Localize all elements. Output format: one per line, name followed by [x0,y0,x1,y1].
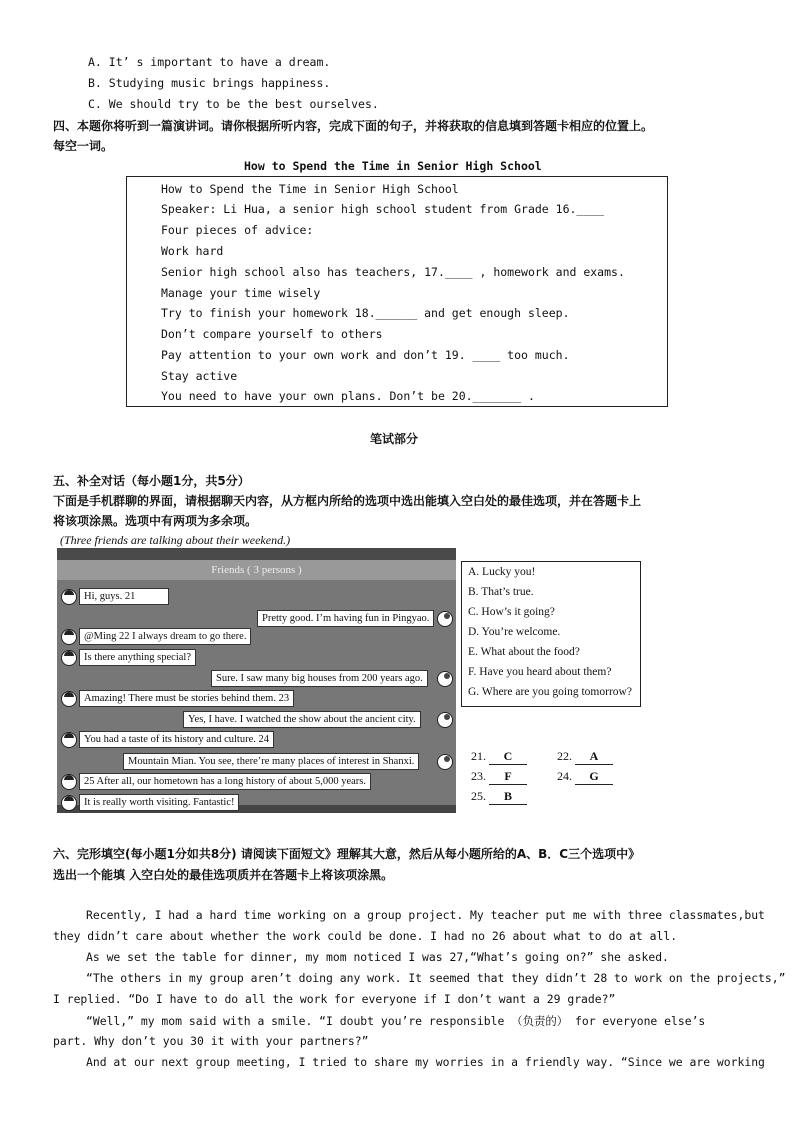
avatar-icon [437,754,453,770]
choice-option: A. Lucky you! [468,566,536,578]
table-line: Pay attention to your own work and don’t 19. ____ too much. [161,348,570,362]
written-part-heading: 笔试部分 [370,432,419,446]
chat-message: 25 After all, our hometown has a long history of about 5,000 years. [79,773,371,790]
avatar-icon [437,611,453,627]
chat-message: Mountain Mian. You see, there’re many places of interest in Shanxi. [123,753,419,770]
passage-line: As we set the table for dinner, my mom noticed I was 27,“What’s going on?” she asked. [86,950,669,964]
chat-message: @Ming 22 I always dream to go there. [79,628,251,645]
answer-23: 23. F [471,769,527,785]
section5-instruction-2: 将该项涂黑。选项中有两项为多余项。 [53,514,258,528]
table-line: Try to finish your homework 18.______ and get enough sleep. [161,306,570,320]
choice-option: D. You’re welcome. [468,626,561,638]
table-line: Senior high school also has teachers, 17.____ , homework and exams. [161,265,625,279]
answer-25: 25. B [471,789,527,805]
chat-caption: (Three friends are talking about their weekend.) [60,533,291,547]
avatar-icon [61,795,77,811]
chat-message: You had a taste of its history and culture. 24 [79,731,274,748]
option-b: B. Studying music brings happiness. [88,76,331,90]
chat-message: Hi, guys. 21 [79,588,169,605]
choice-option: C. How’s it going? [468,606,555,618]
table-line: How to Spend the Time in Senior High School [161,182,459,196]
section5-heading: 五、补全对话（每小题1分，共5分） [53,474,250,488]
section6-heading-2: 选出一个能填 入空白处的最佳选项质并在答题卡上将该项涂黑。 [53,868,394,882]
avatar-icon [61,691,77,707]
section6-heading: 六、完形填空(每小题1分如共8分) 请阅读下面短文》理解其大意，然后从每小题所给的A、B．C三个选项中》 [53,847,641,861]
passage-line: part. Why don’t you 30 it with your partners?” [53,1034,369,1048]
avatar-icon [61,589,77,605]
avatar-icon [61,774,77,790]
passage-line: they didn’t care about whether the work could be done. I had no 26 about what to do at all. [53,929,678,943]
avatar-icon [61,650,77,666]
passage-line: Recently, I had a hard time working on a group project. My teacher put me with three classmates,but [86,908,765,922]
chat-message: Yes, I have. I watched the show about the ancient city. [183,711,421,728]
option-a: A. It’ s important to have a dream. [88,55,331,69]
section5-instruction: 下面是手机群聊的界面，请根据聊天内容，从方框内所给的选项中选出能填入空白处的最佳选项，并在答题卡上 [53,494,642,508]
options-box [461,561,641,707]
listening-table [126,176,668,407]
table-line: Stay active [161,369,238,383]
passage-line: I replied. “Do I have to do all the work for everyone if I don’t want a 29 grade?” [53,992,616,1006]
passage-line: “The others in my group aren’t doing any work. It seemed that they didn’t 28 to work on the projects,” [86,971,786,985]
table-line: Work hard [161,244,224,258]
table-title: How to Spend the Time in Senior High School [244,159,542,173]
passage-line: And at our next group meeting, I tried to share my worries in a friendly way. “Since we are working [86,1055,765,1069]
avatar-icon [437,671,453,687]
table-line: Manage your time wisely [161,286,321,300]
table-line: Don’t compare yourself to others [161,327,383,341]
avatar-icon [61,732,77,748]
avatar-icon [61,629,77,645]
answer-24: 24. G [557,769,613,785]
passage-line: “Well,” my mom said with a smile. “I doubt you’re responsible （负责的） for everyone else’s [86,1014,706,1028]
option-c: C. We should try to be the best ourselves. [88,97,379,111]
chat-message: Sure. I saw many big houses from 200 years ago. [211,670,428,687]
section4-instruction-2: 每空一词。 [53,139,114,153]
chat-message: Pretty good. I’m having fun in Pingyao. [257,610,434,627]
answer-22: 22. A [557,749,613,765]
choice-option: F. Have you heard about them? [468,666,612,678]
answer-21: 21. C [471,749,527,765]
choice-option: G. Where are you going tomorrow? [468,686,632,698]
choice-option: E. What about the food? [468,646,580,658]
chat-message: Is there anything special? [79,649,196,666]
table-line: Four pieces of advice: [161,223,314,237]
chat-message: It is really worth visiting. Fantastic! [79,794,239,811]
chat-screen [57,548,456,813]
table-line: Speaker: Li Hua, a senior high school student from Grade 16.____ [161,202,605,216]
chat-message: Amazing! There must be stories behind them. 23 [79,690,294,707]
table-line: You need to have your own plans. Don’t be 20._______ . [161,389,535,403]
choice-option: B. That’s true. [468,586,534,598]
section4-instruction: 四、本题你将听到一篇演讲词。请你根据所听内容，完成下面的句子，并将获取的信息填到答题卡相应的位置上。 [53,119,654,133]
avatar-icon [437,712,453,728]
chat-title: Friends ( 3 persons ) [57,560,456,580]
